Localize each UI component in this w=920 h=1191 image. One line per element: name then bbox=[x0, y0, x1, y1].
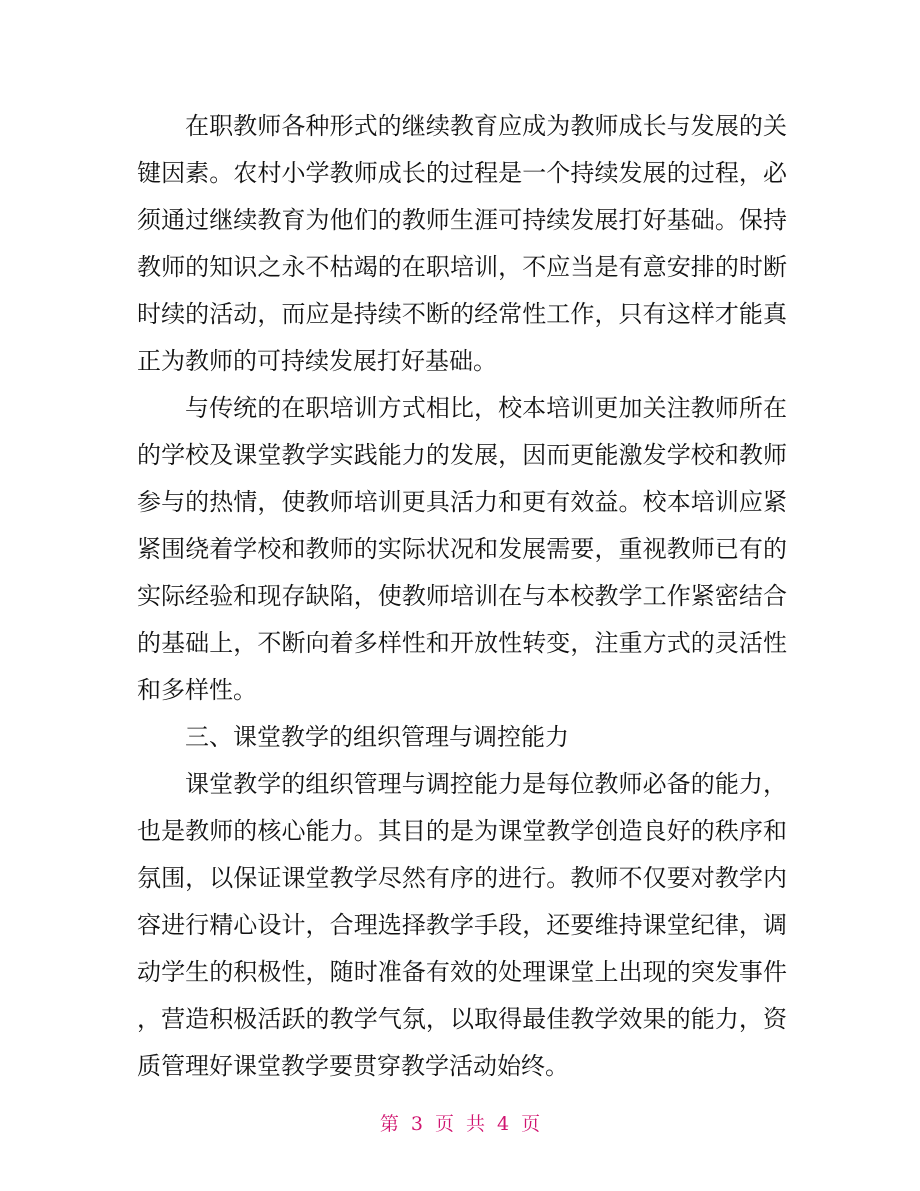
footer-prefix: 第 bbox=[379, 1113, 399, 1135]
text-line: 在职教师各种形式的继续教育应成为教师成长与发展的关 bbox=[185, 112, 787, 140]
text-line: 教师的知识之永不枯竭的在职培训，不应当是有意安排的时断 bbox=[137, 253, 787, 281]
text-line: 须通过继续教育为他们的教师生涯可持续发展打好基础。保持 bbox=[137, 206, 787, 234]
text-line: 参与的热情，使教师培训更具活力和更有效益。校本培训应紧 bbox=[137, 488, 787, 516]
paragraph-school-based-training bbox=[137, 385, 787, 714]
text-line: 与传统的在职培训方式相比，校本培训更加关注教师所在 bbox=[185, 394, 787, 422]
text-line: ，营造积极活跃的教学气氛，以取得最佳教学效果的能力，资 bbox=[137, 1005, 787, 1033]
text-line: 也是教师的核心能力。其目的是为课堂教学创造良好的秩序和 bbox=[137, 817, 787, 845]
text-line: 的学校及课堂教学实践能力的发展，因而更能激发学校和教师 bbox=[137, 441, 787, 469]
text-line: 质管理好课堂教学要贯穿教学活动始终。 bbox=[137, 1052, 569, 1080]
section-heading bbox=[137, 714, 787, 761]
text-line: 时续的活动，而应是持续不断的经常性工作，只有这样才能真 bbox=[137, 300, 787, 328]
footer-total-prefix: 共 bbox=[466, 1113, 486, 1135]
page-footer bbox=[0, 1112, 920, 1136]
text-line: 正为教师的可持续发展打好基础。 bbox=[137, 347, 497, 375]
footer-suffix: 页 bbox=[521, 1113, 541, 1135]
text-line: 紧围绕着学校和教师的实际状况和发展需要，重视教师已有的 bbox=[137, 535, 787, 563]
paragraph-classroom-management bbox=[137, 761, 787, 1090]
text-line: 的基础上，不断向着多样性和开放性转变，注重方式的灵活性 bbox=[137, 629, 787, 657]
text-line: 和多样性。 bbox=[137, 676, 257, 704]
footer-total-pages: 4 bbox=[497, 1113, 510, 1135]
footer-current-page: 3 bbox=[410, 1113, 423, 1135]
text-line: 动学生的积极性，随时准备有效的处理课堂上出现的突发事件 bbox=[137, 958, 787, 986]
text-line: 键因素。农村小学教师成长的过程是一个持续发展的过程，必 bbox=[137, 159, 787, 187]
footer-page-word: 页 bbox=[434, 1113, 454, 1135]
text-line: 容进行精心设计，合理选择教学手段，还要维持课堂纪律，调 bbox=[137, 911, 787, 939]
text-line: 氛围，以保证课堂教学尽然有序的进行。教师不仅要对教学内 bbox=[137, 864, 787, 892]
text-line: 实际经验和现存缺陷，使教师培训在与本校教学工作紧密结合 bbox=[137, 582, 787, 610]
text-line: 课堂教学的组织管理与调控能力是每位教师必备的能力， bbox=[185, 770, 787, 798]
document-body bbox=[137, 103, 787, 1090]
paragraph-continuing-education bbox=[137, 103, 787, 385]
section-heading-text: 三、课堂教学的组织管理与调控能力 bbox=[185, 723, 569, 751]
